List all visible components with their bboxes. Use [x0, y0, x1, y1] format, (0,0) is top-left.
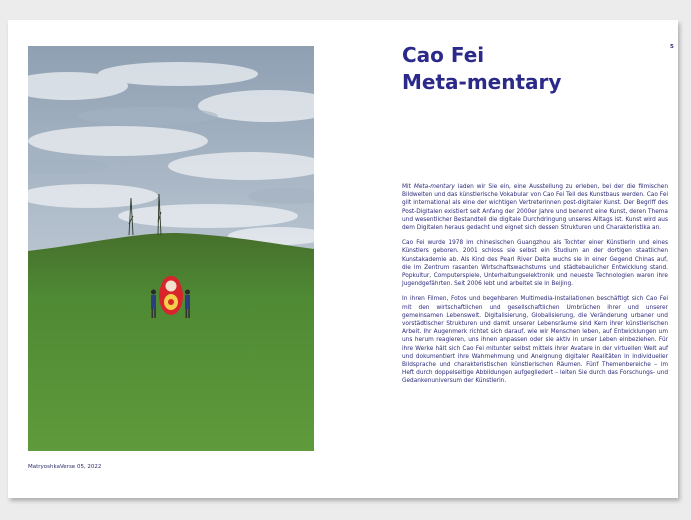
article-title: [402, 42, 561, 96]
artwork-photo: [28, 46, 314, 451]
paragraph-biography: Cao Fei wurde 1978 im chinesischen Guangzhou als Tochter einer Künstlerin und eines Künstlers geboren. 2001 schloss sie selbst ein Studium an der dortigen staatlichen Kunstakademie ab. Als Kind des Pearl River Delta wuchs sie in einer Gegend Chinas auf, die im Zentrum rasanten Wirtschaftswachstums und städtebaulicher Entwicklung stand. Popkultur, Computerspiele, Unterhaltungselektronik und neueste Technologien waren ihre Jugendgefährten. Seit 2006 lebt und arbeitet sie in Beijing.: [402, 240, 668, 288]
exhibition-name: Meta-mentary: [413, 184, 455, 190]
intro-text: laden wir Sie ein, eine Ausstellung zu erleben, bei der die filmischen Bildwelten und das künstlerische Vokabular von Cao Fei Teil des Kunstbaus werden. Cao Fei gilt international als eine der wichtigen Vertreterinnen post-digitaler Kunst. Der Begriff des Post-Digitalen existiert seit Anfang der 2000er Jahre und benennt eine Kunst, deren Thema und wesentlicher Bestandteil die digitale Durchdringung unseres Alltags ist. Kunst wird aus dem Digitalen heraus gedacht und eignet sich dessen Strukturen und Charakteristika an.: [402, 184, 668, 232]
article-body: [402, 183, 668, 393]
matryoshka-doll: [159, 276, 183, 315]
field-with-matryoshka-image: [28, 46, 314, 451]
paragraph-themes: In ihren Filmen, Fotos und begehbaren Multimedia-Installationen beschäftigt sich Cao Fei mit den wirtschaftlichen und gesellschaftlichen Umbrüchen ihrer und unserer gemeinsamen Lebenswelt. Digitalisierung, Globalisierung, die Veränderung urbaner und vorstädtischer Strukturen und damit unserer Lebensräume sind Kern ihrer künstlerischen Arbeit. Ihr Augenmerk richtet sich darauf, wie wir Menschen leben, auf Entwicklungen um uns herum reagieren, uns ihnen anpassen oder sie aktiv in unser Leben einbeziehen. Für ihre Werke hält sich Cao Fei mitunter selbst mittels ihrer Avatare in der virtuellen Welt auf und dokumentiert ihre Wahrnehmung und Aneignung digitaler Realitäten in individueller Bildsprache und charakteristischen künstlerischen Räumen. Fünf Themenbereiche – im Heft durch doppelseitige Abbildungen aufgegliedert – leiten Sie durch das Forschungs- und Gedankenuniversum der Künstlerin.: [402, 296, 668, 385]
page-number: 5: [670, 44, 674, 50]
title-exhibition: Meta-mentary: [402, 70, 562, 94]
photo-caption: MatryoshkaVerse 05, 2022: [28, 464, 102, 470]
magazine-spread: [8, 20, 678, 498]
intro-lead: Mit: [402, 184, 414, 190]
title-artist: Cao Fei: [402, 43, 485, 67]
paragraph-intro: [402, 183, 668, 232]
